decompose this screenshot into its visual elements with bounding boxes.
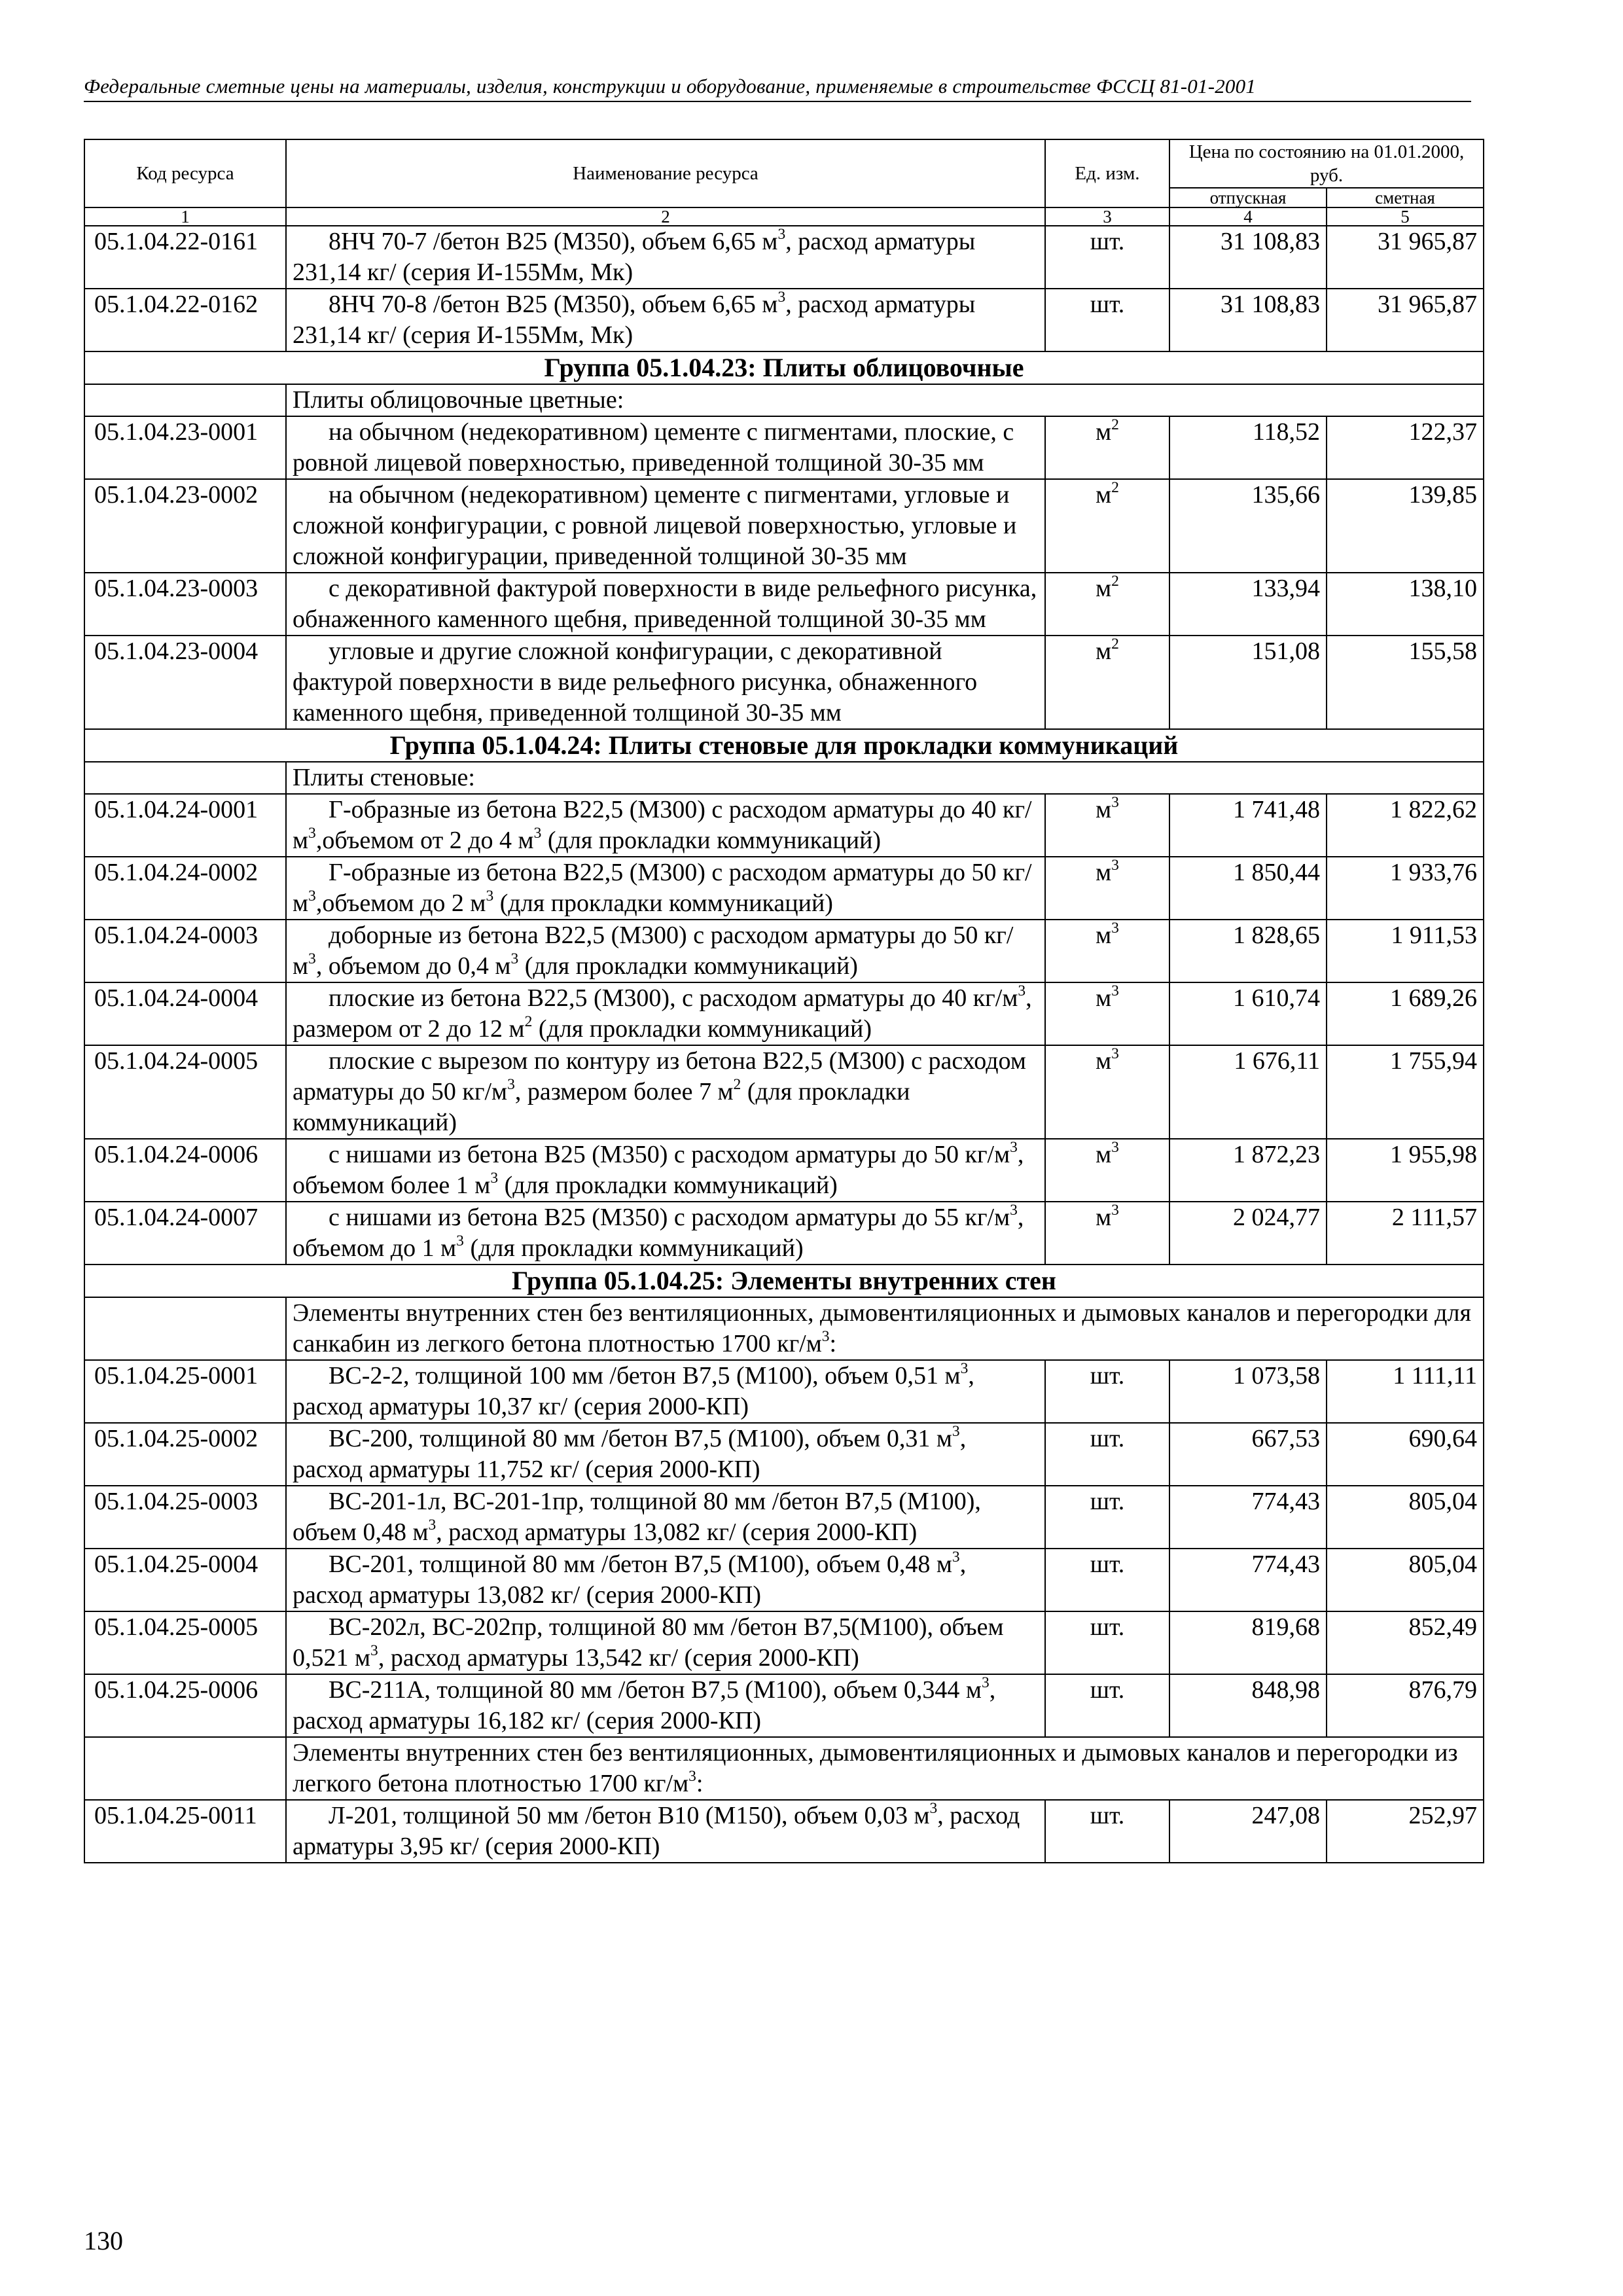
header-release: отпускная bbox=[1169, 188, 1327, 207]
resource-code: 05.1.04.25-0006 bbox=[84, 1674, 286, 1737]
unit: $м^3$ bbox=[1045, 857, 1169, 920]
table-row bbox=[84, 636, 1484, 729]
resource-code: 05.1.04.24-0003 bbox=[84, 920, 286, 982]
resource-code: 05.1.04.23-0004 bbox=[84, 636, 286, 729]
header-name: Наименование ресурса bbox=[286, 139, 1045, 207]
estimate-price: 1 689,26 bbox=[1327, 982, 1484, 1045]
group-row bbox=[84, 1265, 1484, 1297]
release-price: 118,52 bbox=[1169, 416, 1327, 479]
unit: $м^2$ bbox=[1045, 416, 1169, 479]
estimate-price: 2 111,57 bbox=[1327, 1202, 1484, 1265]
subheading-empty bbox=[84, 762, 286, 794]
subheading: Элементы внутренних стен без вентиляционных, дымовентиляционных и дымовых каналов и перегородки для санкабин из легкого бетона плотностью 1700 $кг/м^3$: bbox=[286, 1297, 1484, 1360]
resource-code: 05.1.04.25-0005 bbox=[84, 1611, 286, 1674]
release-price: 774,43 bbox=[1169, 1486, 1327, 1549]
unit: $м^3$ bbox=[1045, 920, 1169, 982]
running-title: Федеральные сметные цены на материалы, изделия, конструкции и оборудование, применяемые в строительстве ФССЦ 81-01-2001 bbox=[84, 72, 1471, 102]
estimate-price: 139,85 bbox=[1327, 479, 1484, 573]
group-row bbox=[84, 729, 1484, 762]
unit: $м^3$ bbox=[1045, 1202, 1169, 1265]
estimate-price: 1 955,98 bbox=[1327, 1139, 1484, 1202]
estimate-price: 1 111,11 bbox=[1327, 1360, 1484, 1423]
release-price: 1 850,44 bbox=[1169, 857, 1327, 920]
table-row bbox=[84, 857, 1484, 920]
table-row bbox=[84, 1486, 1484, 1549]
unit: шт. bbox=[1045, 1549, 1169, 1611]
unit: шт. bbox=[1045, 226, 1169, 289]
unit: $м^3$ bbox=[1045, 982, 1169, 1045]
estimate-price: 690,64 bbox=[1327, 1423, 1484, 1486]
unit: шт. bbox=[1045, 1674, 1169, 1737]
resource-name: ВС-200, толщиной 80 мм /бетон В7,5 (М100), объем 0,31 $м^3$, расход арматуры 11,752 кг/ (серия 2000-КП) bbox=[286, 1423, 1045, 1486]
resource-code: 05.1.04.25-0011 bbox=[84, 1800, 286, 1863]
resource-code: 05.1.04.23-0001 bbox=[84, 416, 286, 479]
estimate-price: 155,58 bbox=[1327, 636, 1484, 729]
subheading-empty bbox=[84, 1737, 286, 1800]
subheading-row bbox=[84, 384, 1484, 416]
table-row bbox=[84, 1549, 1484, 1611]
resource-name: плоские с вырезом по контуру из бетона В22,5 (М300) с расходом арматуры до 50 $кг/м^3$, размером более 7 $м^2$ (для прокладки коммуникаций) bbox=[286, 1045, 1045, 1139]
table-row bbox=[84, 1423, 1484, 1486]
resource-code: 05.1.04.25-0002 bbox=[84, 1423, 286, 1486]
estimate-price: 138,10 bbox=[1327, 573, 1484, 636]
release-price: 819,68 bbox=[1169, 1611, 1327, 1674]
release-price: 133,94 bbox=[1169, 573, 1327, 636]
resource-name: Л-201, толщиной 50 мм /бетон В10 (М150), объем 0,03 $м^3$, расход арматуры 3,95 кг/ (серия 2000-КП) bbox=[286, 1800, 1045, 1863]
release-price: 151,08 bbox=[1169, 636, 1327, 729]
estimate-price: 252,97 bbox=[1327, 1800, 1484, 1863]
unit: шт. bbox=[1045, 1486, 1169, 1549]
resource-name: ВС-201-1л, ВС-201-1пр, толщиной 80 мм /бетон В7,5 (М100), объем 0,48 $м^3$, расход арматуры 13,082 кг/ (серия 2000-КП) bbox=[286, 1486, 1045, 1549]
release-price: 2 024,77 bbox=[1169, 1202, 1327, 1265]
group-title: Группа 05.1.04.24: Плиты стеновые для прокладки коммуникаций bbox=[84, 729, 1484, 762]
subheading-row bbox=[84, 1737, 1484, 1800]
table-row bbox=[84, 1360, 1484, 1423]
column-number: 4 bbox=[1169, 207, 1327, 226]
estimate-price: 805,04 bbox=[1327, 1486, 1484, 1549]
page-number: 130 bbox=[84, 2226, 123, 2255]
estimate-price: 31 965,87 bbox=[1327, 289, 1484, 351]
table-row bbox=[84, 226, 1484, 289]
resource-name: с нишами из бетона В25 (М350) с расходом арматуры до 50 $кг/м^3$, объемом более 1 $м^3$ (для прокладки коммуникаций) bbox=[286, 1139, 1045, 1202]
unit: $м^3$ bbox=[1045, 1139, 1169, 1202]
price-table bbox=[84, 139, 1484, 1863]
subheading-row bbox=[84, 1297, 1484, 1360]
column-number: 1 bbox=[84, 207, 286, 226]
unit: шт. bbox=[1045, 1800, 1169, 1863]
table-row bbox=[84, 1045, 1484, 1139]
subheading-empty bbox=[84, 1297, 286, 1360]
subheading: Элементы внутренних стен без вентиляционных, дымовентиляционных и дымовых каналов и перегородки из легкого бетона плотностью 1700 $кг/м^3$: bbox=[286, 1737, 1484, 1800]
table-row bbox=[84, 982, 1484, 1045]
resource-code: 05.1.04.25-0001 bbox=[84, 1360, 286, 1423]
resource-name: на обычном (недекоративном) цементе с пигментами, угловые и сложной конфигурации, с ровной лицевой поверхностью, угловые и сложной конфигурации, приведенной толщиной 30-35 мм bbox=[286, 479, 1045, 573]
column-number: 5 bbox=[1327, 207, 1484, 226]
resource-code: 05.1.04.24-0007 bbox=[84, 1202, 286, 1265]
release-price: 1 828,65 bbox=[1169, 920, 1327, 982]
resource-name: на обычном (недекоративном) цементе с пигментами, плоские, с ровной лицевой поверхностью, приведенной толщиной 30-35 мм bbox=[286, 416, 1045, 479]
resource-name: 8НЧ 70-8 /бетон В25 (М350), объем 6,65 $м^3$, расход арматуры 231,14 кг/ (серия И-155Мм, Мк) bbox=[286, 289, 1045, 351]
estimate-price: 1 933,76 bbox=[1327, 857, 1484, 920]
subheading-empty bbox=[84, 384, 286, 416]
group-title: Группа 05.1.04.23: Плиты облицовочные bbox=[84, 351, 1484, 384]
release-price: 848,98 bbox=[1169, 1674, 1327, 1737]
table-row bbox=[84, 920, 1484, 982]
resource-name: ВС-211А, толщиной 80 мм /бетон В7,5 (М100), объем 0,344 $м^3$, расход арматуры 16,182 кг/ (серия 2000-КП) bbox=[286, 1674, 1045, 1737]
table-row bbox=[84, 1800, 1484, 1863]
resource-code: 05.1.04.25-0004 bbox=[84, 1549, 286, 1611]
release-price: 774,43 bbox=[1169, 1549, 1327, 1611]
subheading-row bbox=[84, 762, 1484, 794]
estimate-price: 1 822,62 bbox=[1327, 794, 1484, 857]
estimate-price: 876,79 bbox=[1327, 1674, 1484, 1737]
table-row bbox=[84, 1139, 1484, 1202]
header-code: Код ресурса bbox=[84, 139, 286, 207]
resource-name: 8НЧ 70-7 /бетон В25 (М350), объем 6,65 $м^3$, расход арматуры 231,14 кг/ (серия И-155Мм, Мк) bbox=[286, 226, 1045, 289]
unit: шт. bbox=[1045, 1360, 1169, 1423]
table-row bbox=[84, 573, 1484, 636]
unit: $м^3$ bbox=[1045, 794, 1169, 857]
table-row bbox=[84, 794, 1484, 857]
resource-name: Г-образные из бетона В22,5 (М300) с расходом арматуры до 50 $кг/м^3,объемом$ до 2 $м^3$ (для прокладки коммуникаций) bbox=[286, 857, 1045, 920]
resource-code: 05.1.04.24-0005 bbox=[84, 1045, 286, 1139]
table-row bbox=[84, 1202, 1484, 1265]
release-price: 1 741,48 bbox=[1169, 794, 1327, 857]
unit: $м^2$ bbox=[1045, 636, 1169, 729]
resource-code: 05.1.04.23-0002 bbox=[84, 479, 286, 573]
resource-name: Г-образные из бетона В22,5 (М300) с расходом арматуры до 40 $кг/м^3,объемом$ от 2 до 4 $м^3$ (для прокладки коммуникаций) bbox=[286, 794, 1045, 857]
column-number: 3 bbox=[1045, 207, 1169, 226]
unit: шт. bbox=[1045, 1611, 1169, 1674]
resource-name: угловые и другие сложной конфигурации, с декоративной фактурой поверхности в виде рельефного рисунка, обнаженного каменного щебня, приведенной толщиной 30-35 мм bbox=[286, 636, 1045, 729]
table-row bbox=[84, 1674, 1484, 1737]
resource-name: ВС-2-2, толщиной 100 мм /бетон В7,5 (М100), объем 0,51 $м^3$, расход арматуры 10,37 кг/ (серия 2000-КП) bbox=[286, 1360, 1045, 1423]
unit: $м^2$ bbox=[1045, 573, 1169, 636]
resource-code: 05.1.04.24-0004 bbox=[84, 982, 286, 1045]
resource-code: 05.1.04.24-0002 bbox=[84, 857, 286, 920]
table-row bbox=[84, 416, 1484, 479]
resource-code: 05.1.04.22-0161 bbox=[84, 226, 286, 289]
table-row bbox=[84, 479, 1484, 573]
resource-name: ВС-202л, ВС-202пр, толщиной 80 мм /бетон В7,5(М100), объем 0,521 $м^3$, расход арматуры 13,542 кг/ (серия 2000-КП) bbox=[286, 1611, 1045, 1674]
release-price: 247,08 bbox=[1169, 1800, 1327, 1863]
column-number-row bbox=[84, 207, 1484, 226]
group-row bbox=[84, 351, 1484, 384]
release-price: 31 108,83 bbox=[1169, 289, 1327, 351]
table-row bbox=[84, 1611, 1484, 1674]
release-price: 135,66 bbox=[1169, 479, 1327, 573]
unit: шт. bbox=[1045, 1423, 1169, 1486]
release-price: 667,53 bbox=[1169, 1423, 1327, 1486]
estimate-price: 1 755,94 bbox=[1327, 1045, 1484, 1139]
column-number: 2 bbox=[286, 207, 1045, 226]
release-price: 31 108,83 bbox=[1169, 226, 1327, 289]
resource-code: 05.1.04.22-0162 bbox=[84, 289, 286, 351]
resource-name: плоские из бетона В22,5 (М300), с расходом арматуры до 40 $кг/м^3$, размером от 2 до 12 $м^2$ (для прокладки коммуникаций) bbox=[286, 982, 1045, 1045]
header-price-group: Цена по состоянию на 01.01.2000, руб. bbox=[1169, 139, 1484, 188]
resource-name: доборные из бетона В22,5 (М300) с расходом арматуры до 50 $кг/м^3$, объемом до 0,4 $м^3$ (для прокладки коммуникаций) bbox=[286, 920, 1045, 982]
header-estimate: сметная bbox=[1327, 188, 1484, 207]
release-price: 1 610,74 bbox=[1169, 982, 1327, 1045]
resource-code: 05.1.04.24-0006 bbox=[84, 1139, 286, 1202]
resource-code: 05.1.04.25-0003 bbox=[84, 1486, 286, 1549]
estimate-price: 805,04 bbox=[1327, 1549, 1484, 1611]
resource-name: ВС-201, толщиной 80 мм /бетон В7,5 (М100), объем 0,48 $м^3$, расход арматуры 13,082 кг/ (серия 2000-КП) bbox=[286, 1549, 1045, 1611]
release-price: 1 073,58 bbox=[1169, 1360, 1327, 1423]
table-row bbox=[84, 289, 1484, 351]
estimate-price: 1 911,53 bbox=[1327, 920, 1484, 982]
header-unit: Ед. изм. bbox=[1045, 139, 1169, 207]
release-price: 1 872,23 bbox=[1169, 1139, 1327, 1202]
subheading: Плиты стеновые: bbox=[286, 762, 1484, 794]
estimate-price: 31 965,87 bbox=[1327, 226, 1484, 289]
unit: $м^3$ bbox=[1045, 1045, 1169, 1139]
resource-code: 05.1.04.24-0001 bbox=[84, 794, 286, 857]
group-title: Группа 05.1.04.25: Элементы внутренних стен bbox=[84, 1265, 1484, 1297]
unit: $м^2$ bbox=[1045, 479, 1169, 573]
resource-name: с декоративной фактурой поверхности в виде рельефного рисунка, обнаженного каменного щебня, приведенной толщиной 30-35 мм bbox=[286, 573, 1045, 636]
unit: шт. bbox=[1045, 289, 1169, 351]
subheading: Плиты облицовочные цветные: bbox=[286, 384, 1484, 416]
resource-name: с нишами из бетона В25 (М350) с расходом арматуры до 55 $кг/м^3$, объемом до 1 $м^3$ (для прокладки коммуникаций) bbox=[286, 1202, 1045, 1265]
resource-code: 05.1.04.23-0003 bbox=[84, 573, 286, 636]
estimate-price: 122,37 bbox=[1327, 416, 1484, 479]
estimate-price: 852,49 bbox=[1327, 1611, 1484, 1674]
release-price: 1 676,11 bbox=[1169, 1045, 1327, 1139]
